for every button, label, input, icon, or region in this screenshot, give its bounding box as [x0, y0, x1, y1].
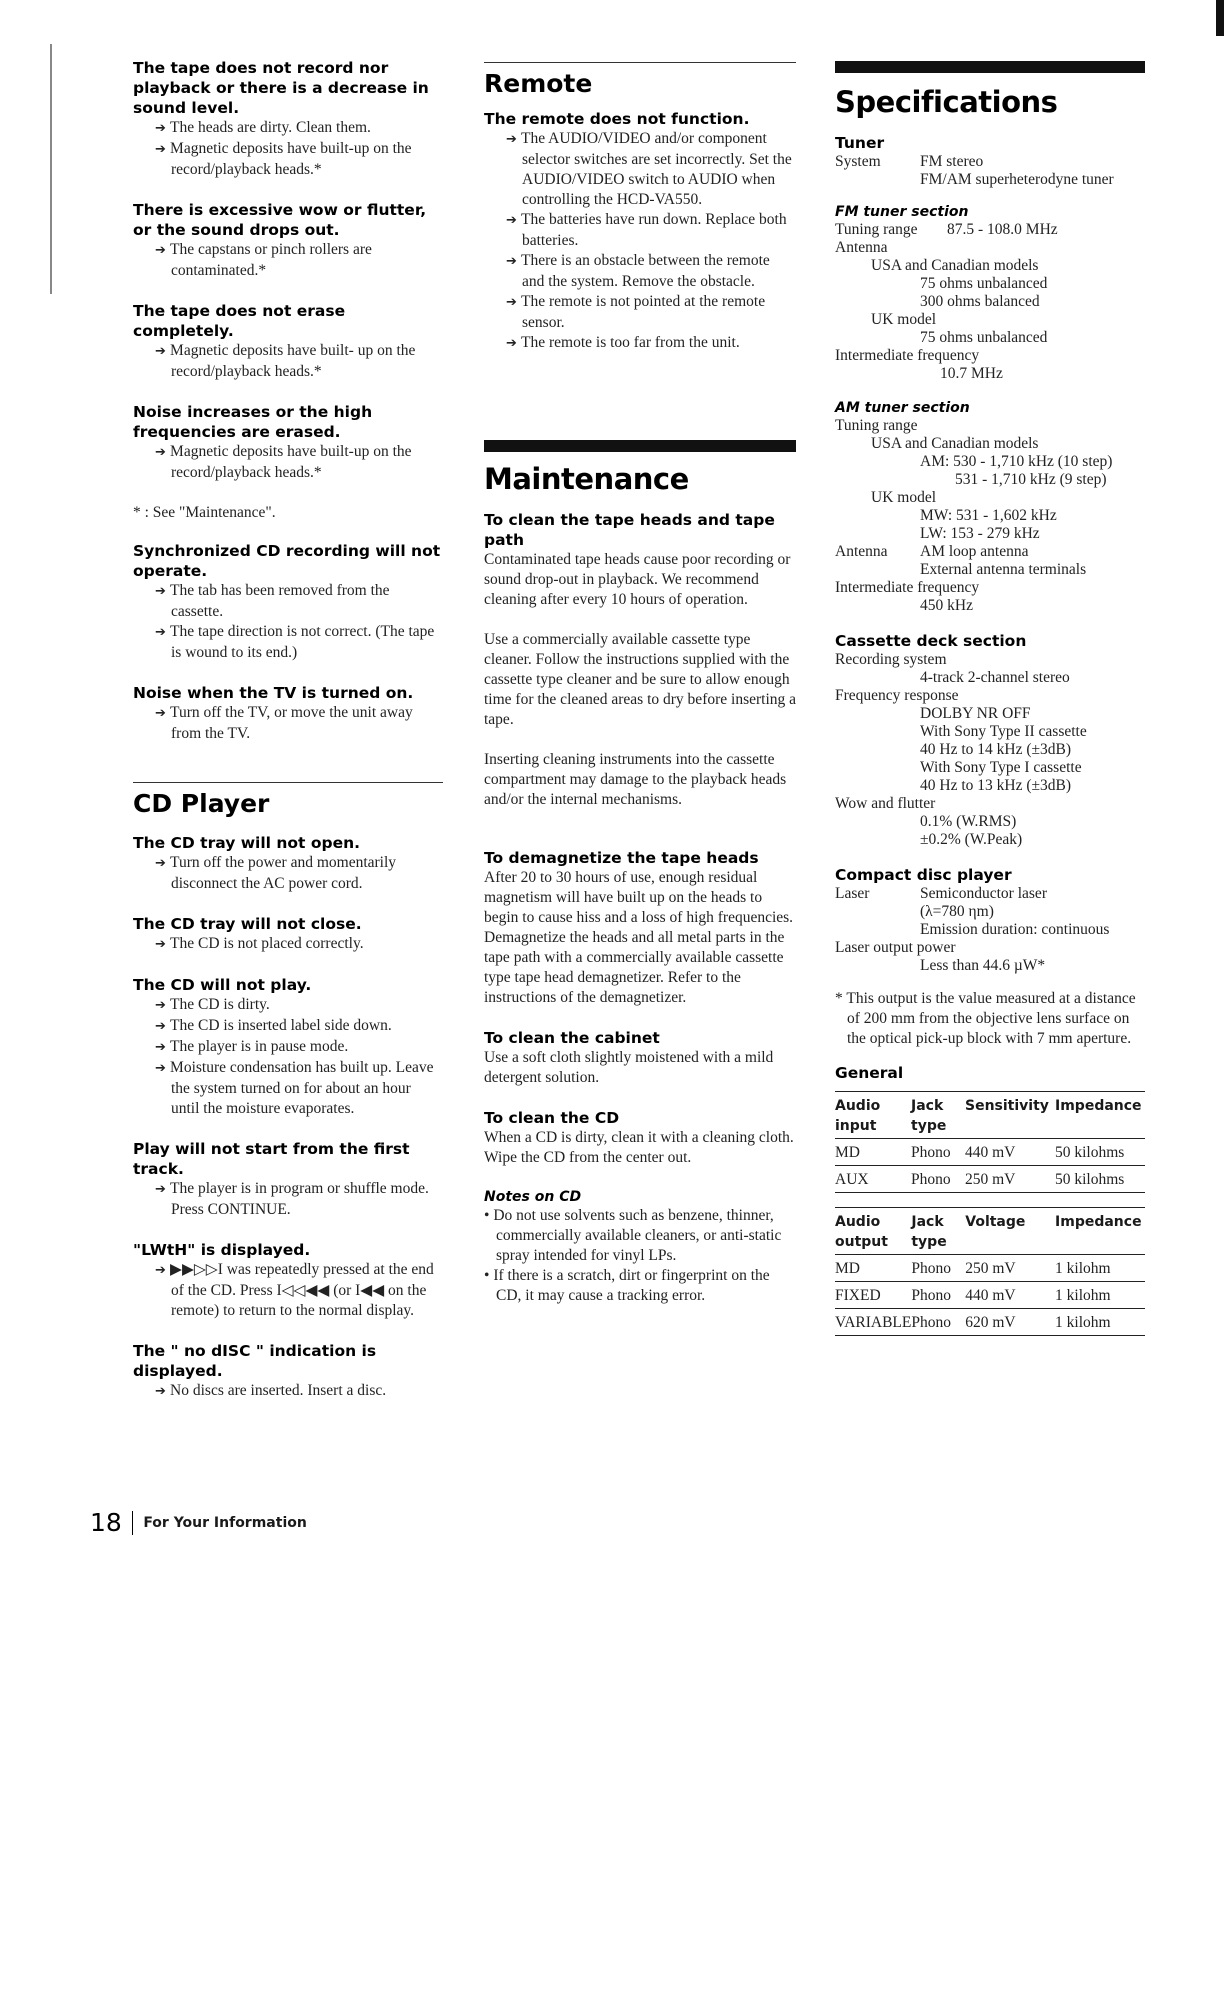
table-row — [835, 1309, 1145, 1336]
remedy-line — [133, 703, 443, 744]
trouble-item — [133, 58, 443, 180]
fm-tuner-heading: FM tuner section — [835, 204, 969, 220]
remedy-text: Moisture condensation has built up. Leave the system turned on for about an hour until the moisture evaporates. — [170, 1059, 434, 1117]
laser-row — [835, 885, 1145, 903]
arrow-icon: ➔ — [155, 706, 171, 721]
arrow-icon: ➔ — [155, 1061, 171, 1076]
remedy-line — [133, 341, 443, 382]
troubleshoot-list-cd — [133, 833, 443, 1402]
table-header-cell: Jack type — [911, 1208, 965, 1255]
remedy-line — [133, 622, 443, 663]
bullet-icon: • — [484, 1267, 494, 1284]
section-bar — [484, 440, 796, 452]
system-value-2: FM/AM superheterodyne tuner — [920, 171, 1114, 188]
am-uk-value-2: LW: 153 - 279 kHz — [920, 525, 1040, 542]
table-cell: 1 kilohm — [1055, 1282, 1145, 1309]
notes-on-cd-heading: Notes on CD — [484, 1189, 582, 1205]
table-cell: 50 kilohms — [1055, 1166, 1145, 1193]
table-cell: Phono — [911, 1255, 965, 1282]
trouble-item — [133, 1139, 443, 1220]
maintenance-title: Maintenance — [484, 462, 689, 496]
am-antenna-value-1: AM loop antenna — [920, 543, 1029, 560]
am-usa-value-2: 531 - 1,710 kHz (9 step) — [955, 471, 1107, 488]
table-cell: Phono — [911, 1282, 965, 1309]
table-cell: 250 mV — [965, 1166, 1055, 1193]
clean-cabinet-text: Use a soft cloth slightly moistened with a mild detergent solution. — [484, 1049, 774, 1086]
freq-label: Frequency response — [835, 687, 959, 704]
remedy-line — [133, 934, 443, 955]
table-row — [835, 1255, 1145, 1282]
wow-value-2: ±0.2% (W.Peak) — [920, 831, 1023, 848]
remedy-text: Magnetic deposits have built-up on the record/playback heads.* — [170, 443, 412, 481]
freq-value-4: With Sony Type I cassette — [920, 759, 1082, 776]
rec-system-value: 4-track 2-channel stereo — [920, 669, 1070, 686]
freq-value-3: 40 Hz to 14 kHz (±3dB) — [920, 741, 1071, 758]
arrow-icon: ➔ — [506, 132, 522, 147]
symptom-heading: The CD tray will not open. — [133, 834, 361, 852]
audio-output-table — [835, 1207, 1145, 1336]
table-header-cell: Audio output — [835, 1208, 911, 1255]
section-bar — [835, 61, 1145, 73]
table-cell: Phono — [911, 1309, 965, 1336]
laser-power-value: Less than 44.6 µW* — [920, 957, 1046, 974]
table-cell: AUX — [835, 1166, 911, 1193]
am-uk-value-1: MW: 531 - 1,602 kHz — [920, 507, 1057, 524]
symptom-heading: Play will not start from the first track. — [133, 1140, 410, 1178]
right-column — [835, 58, 1145, 1336]
notes-list — [484, 1206, 796, 1306]
remedy-text: Turn off the TV, or move the unit away from the TV. — [170, 704, 413, 742]
note-item — [484, 1206, 796, 1266]
clean-cd-heading: To clean the CD — [484, 1109, 620, 1127]
remedy-line — [133, 581, 443, 622]
remedy-line — [133, 995, 443, 1016]
arrow-icon: ➔ — [155, 584, 171, 599]
remedy-text: No discs are inserted. Insert a disc. — [170, 1382, 387, 1399]
remedy-text: The AUDIO/VIDEO and/or component selector switches are set incorrectly. Set the AUDIO/VIDEO switch to AUDIO when controlling the HCD-VA550. — [521, 130, 792, 208]
troubleshoot-list-remote — [484, 109, 796, 354]
table-cell: Phono — [911, 1166, 965, 1193]
remedy-line — [133, 1016, 443, 1037]
remedy-text: The tape direction is not correct. (The tape is wound to its end.) — [170, 623, 435, 661]
arrow-icon: ➔ — [155, 142, 171, 157]
arrow-icon: ➔ — [506, 254, 522, 269]
rec-system-label: Recording system — [835, 651, 947, 668]
remedy-line — [133, 1381, 443, 1402]
remedy-text: Magnetic deposits have built-up on the record/playback heads.* — [170, 140, 412, 178]
am-antenna-row — [835, 543, 1145, 561]
trouble-item — [133, 541, 443, 663]
remedy-text: Magnetic deposits have built- up on the record/playback heads.* — [170, 342, 416, 380]
remedy-line — [133, 442, 443, 483]
remedy-line — [484, 333, 796, 354]
am-antenna-label: Antenna — [835, 543, 888, 560]
trouble-item — [484, 109, 796, 354]
remedy-text: ▶▶▷▷I was repeatedly pressed at the end of the CD. Press I◁◁◀◀ (or I◀◀ on the remote) to return to the normal display. — [170, 1261, 434, 1319]
remedy-line — [133, 853, 443, 894]
footer-separator — [132, 1511, 134, 1535]
laser-footnote: * This output is the value measured at a distance of 200 mm from the objective lens surface on the optical pick-up block with 7 mm aperture. — [835, 990, 1136, 1047]
am-if-value: 450 kHz — [920, 597, 973, 614]
demagnetize-text: After 20 to 30 hours of use, enough residual magnetism will have built up on the heads to begin to cause hiss and a loss of high frequencies. Demagnetize the heads and all metal parts in the tape path with a commercially available cassette type tape head demagnetizer. Refer to the instructions of the demagnetizer. — [484, 869, 794, 1006]
trouble-item — [133, 914, 443, 955]
section-divider — [484, 62, 796, 63]
remedy-text: The heads are dirty. Clean them. — [170, 119, 371, 136]
trouble-item — [133, 402, 443, 483]
remedy-text: There is an obstacle between the remote and the system. Remove the obstacle. — [521, 252, 770, 290]
trouble-item — [133, 1341, 443, 1402]
remedy-line — [133, 1037, 443, 1058]
system-label: System — [835, 153, 881, 170]
note-text: If there is a scratch, dirt or fingerprint on the CD, it may cause a tracking error. — [493, 1267, 770, 1304]
binding-mark — [50, 44, 52, 294]
table-header-cell: Audio input — [835, 1092, 911, 1139]
trouble-item — [133, 683, 443, 744]
arrow-icon: ➔ — [155, 344, 171, 359]
fm-usa-label: USA and Canadian models — [871, 257, 1039, 274]
table-row — [835, 1139, 1145, 1166]
arrow-icon: ➔ — [155, 1182, 171, 1197]
arrow-icon: ➔ — [155, 625, 171, 640]
table-cell: VARIABLE — [835, 1309, 911, 1336]
clean-cabinet-heading: To clean the cabinet — [484, 1029, 660, 1047]
arrow-icon: ➔ — [155, 1263, 171, 1278]
table-row — [835, 1282, 1145, 1309]
table-cell: MD — [835, 1255, 911, 1282]
arrow-icon: ➔ — [155, 1019, 171, 1034]
note-item — [484, 1266, 796, 1306]
arrow-icon: ➔ — [155, 1384, 171, 1399]
table-header-cell: Impedance — [1055, 1208, 1145, 1255]
remedy-line — [484, 210, 796, 251]
freq-value-5: 40 Hz to 13 kHz (±3dB) — [920, 777, 1071, 794]
table-cell: 1 kilohm — [1055, 1255, 1145, 1282]
laser-value-3: Emission duration: continuous — [920, 921, 1110, 938]
remedy-text: The CD is dirty. — [170, 996, 270, 1013]
symptom-heading: Noise when the TV is turned on. — [133, 684, 414, 702]
table-cell: FIXED — [835, 1282, 911, 1309]
clean-heads-text-2: Use a commercially available cassette type cleaner. Follow the instructions supplied with the cassette type cleaner and be sure to allow enough time for the cleaned areas to dry before inserting a tape. — [484, 631, 797, 728]
remedy-line — [484, 292, 796, 333]
fm-tuning-label: Tuning range — [835, 221, 918, 238]
fm-uk-label: UK model — [871, 311, 937, 328]
remedy-line — [133, 1058, 443, 1119]
remedy-text: The CD is inserted label side down. — [170, 1017, 392, 1034]
table-cell: 440 mV — [965, 1139, 1055, 1166]
symptom-heading: Synchronized CD recording will not operate. — [133, 542, 441, 580]
fm-tuning-value: 87.5 - 108.0 MHz — [947, 221, 1058, 238]
wow-label: Wow and flutter — [835, 795, 936, 812]
remedy-text: The capstans or pinch rollers are contaminated.* — [170, 241, 372, 279]
remedy-text: The CD is not placed correctly. — [170, 935, 364, 952]
arrow-icon: ➔ — [155, 121, 171, 136]
bullet-icon: • — [484, 1207, 494, 1224]
symptom-heading: There is excessive wow or flutter, or the sound drops out. — [133, 201, 427, 239]
laser-power-label: Laser output power — [835, 939, 956, 956]
cassette-heading: Cassette deck section — [835, 632, 1027, 650]
tuner-heading: Tuner — [835, 134, 885, 152]
remedy-text: The player is in pause mode. — [170, 1038, 349, 1055]
am-antenna-value-2: External antenna terminals — [920, 561, 1087, 578]
trouble-item — [133, 1240, 443, 1321]
table-header-cell: Impedance — [1055, 1092, 1145, 1139]
arrow-icon: ➔ — [155, 998, 171, 1013]
cd-player-title: CD Player — [133, 789, 270, 818]
left-column — [133, 58, 443, 1402]
symptom-heading: The CD tray will not close. — [133, 915, 362, 933]
fm-antenna-label: Antenna — [835, 239, 888, 256]
freq-value-2: With Sony Type II cassette — [920, 723, 1087, 740]
troubleshoot-list-tape — [133, 58, 443, 483]
trouble-item — [133, 301, 443, 382]
table-cell: Phono — [911, 1139, 965, 1166]
remedy-line — [133, 1260, 443, 1321]
footer-section-label: For Your Information — [143, 1514, 307, 1531]
am-usa-label: USA and Canadian models — [871, 435, 1039, 452]
cd-player-spec-heading: Compact disc player — [835, 866, 1012, 884]
am-usa-value-1: AM: 530 - 1,710 kHz (10 step) — [920, 453, 1113, 470]
am-uk-label: UK model — [871, 489, 937, 506]
table-header-cell: Voltage — [965, 1208, 1055, 1255]
table-cell: 250 mV — [965, 1255, 1055, 1282]
arrow-icon: ➔ — [506, 336, 522, 351]
table-header-cell: Sensitivity — [965, 1092, 1055, 1139]
laser-value-2: (λ=780 ηm) — [920, 903, 994, 920]
fm-if-label: Intermediate frequency — [835, 347, 980, 364]
remedy-text: The remote is not pointed at the remote sensor. — [521, 293, 766, 331]
remedy-line — [133, 118, 443, 139]
symptom-heading: The " no dISC " indication is displayed. — [133, 1342, 377, 1380]
trouble-item — [133, 833, 443, 894]
am-if-label: Intermediate frequency — [835, 579, 980, 596]
symptom-heading: Noise increases or the high frequencies are erased. — [133, 403, 373, 441]
laser-label: Laser — [835, 885, 870, 902]
clean-cd-text: When a CD is dirty, clean it with a cleaning cloth. Wipe the CD from the center out. — [484, 1129, 794, 1166]
arrow-icon: ➔ — [155, 243, 171, 258]
am-tuning-label: Tuning range — [835, 417, 918, 434]
page-footer — [90, 1508, 307, 1537]
am-tuner-heading: AM tuner section — [835, 400, 970, 416]
trouble-item — [133, 200, 443, 281]
wow-value-1: 0.1% (W.RMS) — [920, 813, 1017, 830]
trouble-item — [133, 975, 443, 1119]
clean-heads-heading: To clean the tape heads and tape path — [484, 511, 775, 549]
arrow-icon: ➔ — [506, 295, 522, 310]
remedy-line — [484, 129, 796, 210]
remedy-text: The batteries have run down. Replace both batteries. — [521, 211, 787, 249]
arrow-icon: ➔ — [155, 937, 171, 952]
fm-tuning-row — [835, 221, 1145, 239]
table-cell: 440 mV — [965, 1282, 1055, 1309]
clean-heads-text-3: Inserting cleaning instruments into the cassette compartment may damage to the playback heads and/or the internal mechanisms. — [484, 751, 787, 808]
remedy-text: The player is in program or shuffle mode. Press CONTINUE. — [170, 1180, 429, 1218]
fm-if-value: 10.7 MHz — [940, 365, 1003, 382]
remedy-line — [133, 139, 443, 180]
note-text: Do not use solvents such as benzene, thinner, commercially available cleaners, or anti-static spray intended for vinyl LPs. — [493, 1207, 782, 1264]
laser-value-1: Semiconductor laser — [920, 885, 1047, 902]
table-header-cell: Jack type — [911, 1092, 965, 1139]
table-cell: 50 kilohms — [1055, 1139, 1145, 1166]
remedy-line — [133, 240, 443, 281]
arrow-icon: ➔ — [155, 1040, 171, 1055]
symptom-heading: "LWtH" is displayed. — [133, 1241, 311, 1259]
audio-input-table — [835, 1091, 1145, 1193]
remedy-line — [133, 1179, 443, 1220]
page-number: 18 — [90, 1508, 122, 1537]
remedy-line — [484, 251, 796, 292]
general-heading: General — [835, 1064, 904, 1082]
clean-heads-text-1: Contaminated tape heads cause poor recording or sound drop-out in playback. We recommend cleaning after every 10 hours of operation. — [484, 551, 791, 608]
specifications-title: Specifications — [835, 85, 1058, 119]
footnote: * : See "Maintenance". — [133, 504, 276, 521]
symptom-heading: The CD will not play. — [133, 976, 312, 994]
fm-antenna-usa-2: 300 ohms balanced — [920, 293, 1040, 310]
symptom-heading: The tape does not erase completely. — [133, 302, 346, 340]
fm-antenna-uk: 75 ohms unbalanced — [920, 329, 1048, 346]
remedy-text: Turn off the power and momentarily disconnect the AC power cord. — [170, 854, 397, 892]
system-row — [835, 153, 1145, 171]
arrow-icon: ➔ — [506, 213, 522, 228]
remedy-text: The tab has been removed from the cassette. — [170, 582, 390, 620]
symptom-heading: The remote does not function. — [484, 110, 750, 128]
edge-tab-mark — [1216, 0, 1224, 36]
table-cell: 1 kilohm — [1055, 1309, 1145, 1336]
table-row — [835, 1166, 1145, 1193]
troubleshoot-list-misc — [133, 541, 443, 744]
table-cell: MD — [835, 1139, 911, 1166]
remote-title: Remote — [484, 69, 593, 98]
table-cell: 620 mV — [965, 1309, 1055, 1336]
demagnetize-heading: To demagnetize the tape heads — [484, 849, 759, 867]
fm-antenna-usa-1: 75 ohms unbalanced — [920, 275, 1048, 292]
arrow-icon: ➔ — [155, 856, 171, 871]
arrow-icon: ➔ — [155, 445, 171, 460]
symptom-heading: The tape does not record nor playback or there is a decrease in sound level. — [133, 59, 429, 117]
section-divider — [133, 782, 443, 783]
freq-value-1: DOLBY NR OFF — [920, 705, 1031, 722]
remedy-text: The remote is too far from the unit. — [521, 334, 740, 351]
system-value-1: FM stereo — [920, 153, 984, 170]
middle-column — [484, 58, 796, 1306]
